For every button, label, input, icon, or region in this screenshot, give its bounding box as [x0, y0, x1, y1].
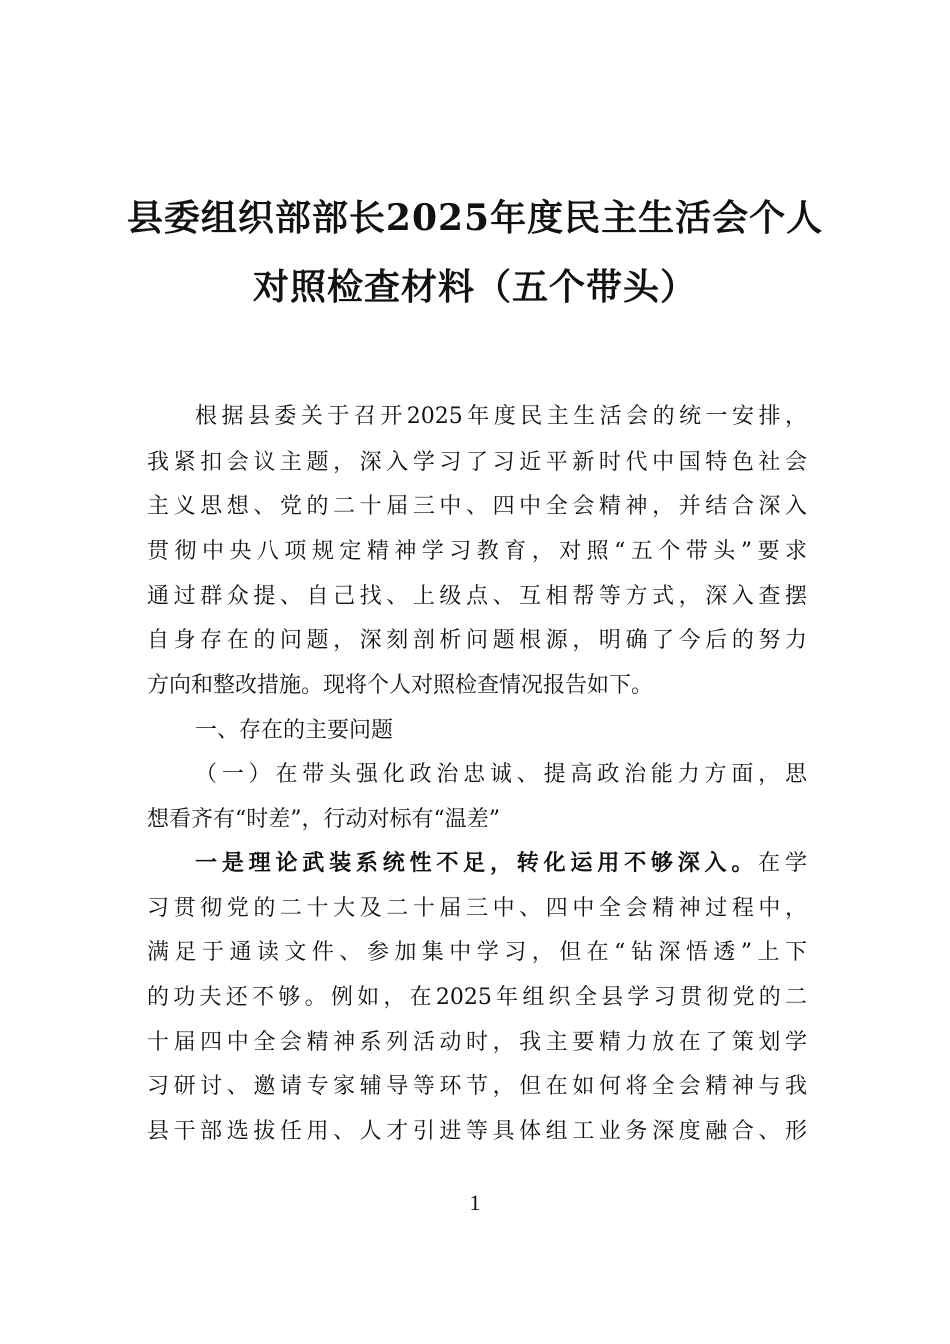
point-line: 习研讨、邀请专家辅导等环节，但在如何将全会精神与我: [147, 1074, 807, 1099]
subsection-line: （一）在带头强化政治忠诚、提高政治能力方面，思: [195, 762, 807, 787]
point-line: 的功夫还不够。例如，在2025年组织全县学习贯彻党的二: [147, 985, 807, 1010]
subsection-line: 想看齐有“时差”，行动对标有“温差”: [147, 807, 500, 832]
intro-line: 根据县委关于召开2025年度民主生活会的统一安排，: [195, 404, 807, 429]
intro-line: 自身存在的问题，深刻剖析问题根源，明确了今后的努力: [147, 628, 807, 653]
intro-line: 通过群众提、自己找、上级点、互相帮等方式，深入查摆: [147, 584, 807, 609]
point-first-line-text: 在学: [758, 851, 807, 876]
point-line: 十届四中全会精神系列活动时，我主要精力放在了策划学: [147, 1030, 807, 1055]
intro-line: 我紧扣会议主题，深入学习了习近平新时代中国特色社会: [147, 450, 807, 475]
intro-line: 贯彻中央八项规定精神学习教育，对照“五个带头”要求: [147, 539, 807, 564]
point-first-line: [195, 849, 807, 879]
point-line: 习贯彻党的二十大及二十届三中、四中全会精神过程中，: [147, 896, 807, 921]
section-heading: 一、存在的主要问题: [195, 718, 394, 743]
point-line: 县干部选拔任用、人才引进等具体组工业务深度融合、形: [147, 1119, 807, 1144]
intro-line: 方向和整改措施。现将个人对照检查情况报告如下。: [147, 673, 654, 698]
point-line: 满足于通读文件、参加集中学习，但在“钻深悟透”上下: [147, 940, 807, 965]
document-title-line-2: 对照检查材料（五个带头）: [252, 266, 697, 308]
point-bold-lead: 一是理论武装系统性不足，转化运用不够深入。: [195, 851, 759, 876]
document-title-line-1: 县委组织部部长2025年度民主生活会个人: [126, 197, 824, 239]
page-number: 1: [469, 1190, 481, 1215]
intro-line: 主义思想、党的二十届三中、四中全会精神，并结合深入: [147, 494, 807, 519]
